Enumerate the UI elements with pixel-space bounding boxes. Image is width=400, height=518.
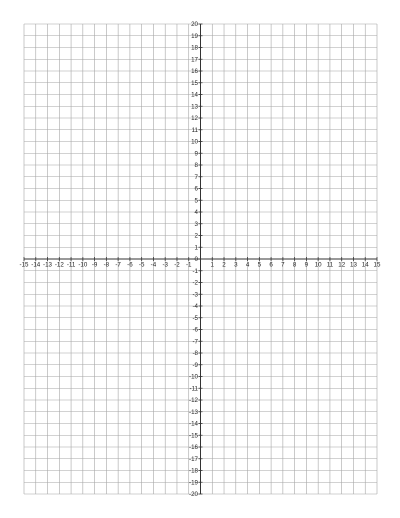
x-tick-label: 5 <box>257 261 262 269</box>
y-tick-label: 20 <box>191 21 198 29</box>
y-tick-label: 8 <box>194 162 198 170</box>
x-tick-label: -4 <box>150 261 157 269</box>
y-tick-label: 15 <box>191 79 198 87</box>
y-tick-label: 10 <box>191 138 198 146</box>
y-tick-label: -19 <box>189 479 198 487</box>
y-tick-label: 6 <box>194 185 198 193</box>
y-tick-label: -12 <box>189 397 198 405</box>
y-tick-label: -1 <box>192 267 198 275</box>
y-tick-label: 5 <box>194 197 198 205</box>
y-tick-label: -18 <box>189 467 198 475</box>
y-tick-label: -2 <box>192 279 198 287</box>
x-tick-label: 9 <box>304 261 309 269</box>
x-tick-label: -7 <box>115 261 121 269</box>
x-tick-label: -6 <box>127 261 133 269</box>
x-tick-label: 8 <box>292 261 297 269</box>
x-tick-label: -9 <box>91 261 98 269</box>
y-tick-label: -20 <box>189 491 198 499</box>
y-tick-label: 1 <box>194 244 198 252</box>
x-tick-label: -15 <box>19 261 29 269</box>
y-tick-label: 3 <box>194 220 198 228</box>
x-tick-label: 4 <box>245 261 250 269</box>
y-tick-label: 13 <box>191 103 198 111</box>
y-tick-label: 11 <box>191 126 198 134</box>
y-tick-label: -11 <box>189 385 198 393</box>
y-tick-label: -5 <box>192 314 198 322</box>
y-tick-label: -7 <box>192 338 198 346</box>
y-tick-label: 17 <box>191 56 198 64</box>
y-tick-label: 0 <box>194 256 198 264</box>
x-tick-label: 1 <box>210 261 214 269</box>
y-tick-label: 18 <box>191 44 198 52</box>
x-tick-label: -11 <box>66 261 76 269</box>
x-tick-label: 13 <box>350 261 357 269</box>
x-tick-label: 2 <box>222 261 226 269</box>
x-tick-label: -3 <box>162 261 168 269</box>
y-tick-labels <box>189 21 199 498</box>
x-tick-label: 7 <box>281 261 285 269</box>
y-tick-label: 7 <box>194 173 198 181</box>
y-tick-label: -16 <box>189 444 198 452</box>
y-tick-label: -15 <box>189 432 198 440</box>
x-tick-label: 14 <box>361 261 369 269</box>
x-tick-label: -5 <box>138 261 145 269</box>
x-tick-label: -12 <box>54 261 64 269</box>
x-tick-label: 11 <box>326 261 334 269</box>
y-tick-label: -17 <box>189 455 198 463</box>
y-tick-label: 19 <box>191 32 198 40</box>
x-tick-label: -1 <box>185 261 192 269</box>
x-tick-label: -13 <box>43 261 53 269</box>
y-tick-label: -13 <box>189 408 198 416</box>
x-tick-label: -2 <box>174 261 180 269</box>
y-tick-label: 14 <box>191 91 198 99</box>
x-tick-label: 12 <box>338 261 346 269</box>
x-tick-label: -10 <box>78 261 88 269</box>
x-tick-label: 15 <box>373 261 381 269</box>
y-tick-label: -3 <box>192 291 198 299</box>
x-tick-label: 3 <box>234 261 238 269</box>
y-tick-label: 9 <box>194 150 198 158</box>
y-tick-label: -4 <box>192 303 198 311</box>
y-tick-label: 2 <box>194 232 198 240</box>
y-tick-label: -14 <box>189 420 198 428</box>
y-tick-label: -8 <box>192 350 198 358</box>
x-tick-label: 10 <box>314 261 322 269</box>
x-tick-label: -14 <box>31 261 41 269</box>
y-tick-label: 16 <box>191 68 198 76</box>
y-tick-label: 12 <box>191 115 198 123</box>
y-tick-label: 4 <box>194 209 198 217</box>
x-tick-label: -8 <box>103 261 110 269</box>
y-tick-label: -6 <box>192 326 198 334</box>
x-tick-label: 6 <box>269 261 273 269</box>
y-tick-label: -9 <box>192 361 198 369</box>
y-tick-label: -10 <box>189 373 198 381</box>
